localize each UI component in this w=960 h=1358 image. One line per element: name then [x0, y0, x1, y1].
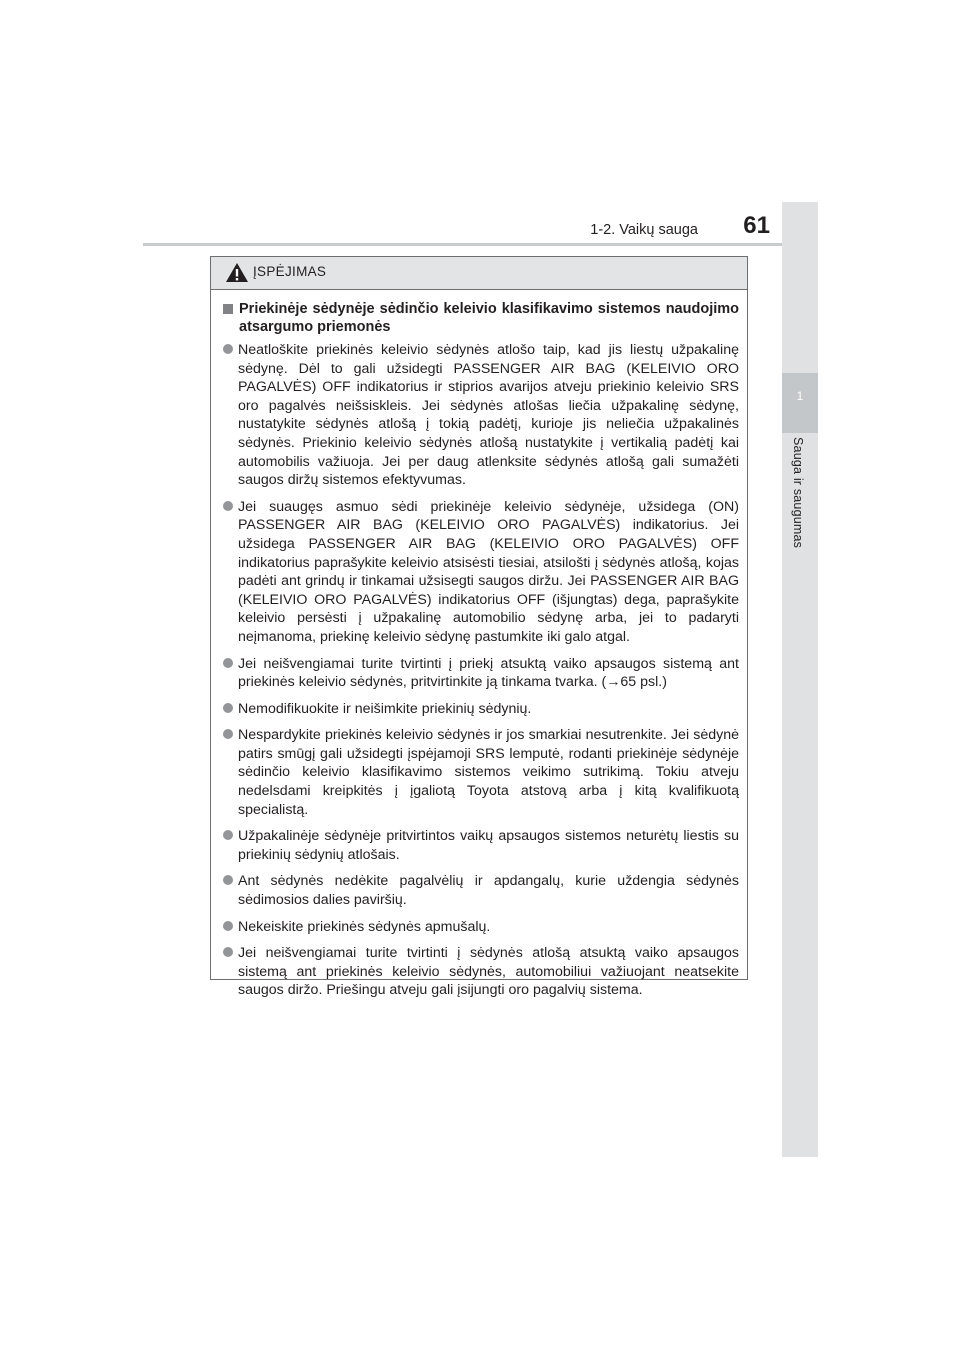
bullet-icon — [223, 703, 233, 713]
warning-content — [211, 290, 747, 1000]
list-item — [223, 827, 739, 864]
chapter-side-tab — [782, 202, 818, 1157]
bullet-text: Užpakalinėje sėdynėje pritvirtintos vaikų apsaugos sistemos neturėtų liestis su priekinių sėdynių atlošais. — [238, 828, 739, 863]
header-divider — [143, 243, 818, 246]
warning-box — [210, 256, 748, 999]
warning-bullet-list — [223, 341, 739, 1000]
list-item — [223, 341, 739, 490]
list-item — [223, 498, 739, 647]
list-item — [223, 944, 739, 1000]
bullet-text: Jei neišvengiamai turite tvirtinti į sėdynės atlošą atsuktą vaiko apsaugos sistemą ant priekinės keleivio sėdynės, automobiliui važiuojant neatsekite saugos diržo. Priešingu atveju gali įsijungti oro pagalvių sistema. — [238, 945, 739, 999]
chapter-number: 1 — [796, 389, 804, 403]
list-item — [223, 918, 739, 937]
list-item — [223, 655, 739, 692]
warning-title: ĮSPĖJIMAS — [253, 264, 327, 279]
page-number: 61 — [743, 212, 770, 239]
bullet-icon — [223, 947, 233, 957]
bullet-text: Nespardykite priekinės keleivio sėdynės ir jos smarkiai nesutrenkite. Jei sėdynė patirs smūgį gali užsidegti įspėjamoji SRS lemputė, rodanti priekinėje sėdynėje sėdinčio keleivio klasifikavimo sistemos veikimo sutrikimą. Tokiu atveju nedelsdami kreipkitės į įgaliotą Toyota atstovą arba į kitą kvalifikuotą specialistą. — [238, 727, 739, 818]
chapter-tab-marker — [782, 373, 818, 433]
list-item — [223, 872, 739, 909]
bullet-text: Neatloškite priekinės keleivio sėdynės atlošo taip, kad jis liestų užpakalinę sėdynę. Dėl to gali užsidegti PASSENGER AIR BAG (KELEIVIO ORO PAGALVĖS) OFF indikatorius ir stiprios avarijos atveju priekinio keleivio SRS oro pagalvės neišsiskleis. Jei sėdynės atlošas liečia užpakalinę sėdynę, nustatykite sėdynės atlošą į tokią padėtį, kurioje jis neliečia užpakalinės sėdynės. Priekinio keleivio sėdynės atlošą nustatykite į vertikalią padėtį kai automobilis važiuoja. Jei per daug atlenksite sėdynės atlošą gali sumažėti saugos diržų sistemos efektyvumas. — [238, 342, 739, 489]
warning-header — [211, 257, 747, 290]
bullet-text: Jei neišvengiamai turite tvirtinti į priekį atsuktą vaiko apsaugos sistemą ant priekinės keleivio sėdynės, pritvirtinkite ją tinkama tvarka. (→65 psl.) — [238, 655, 739, 691]
section-heading — [223, 300, 739, 336]
bullet-text: Jei suaugęs asmuo sėdi priekinėje keleivio sėdynėje, užsidega (ON) PASSENGER AIR BAG (KELEIVIO ORO PAGALVĖS) indikatorius. Jei užsidega PASSENGER AIR BAG (KELEIVIO ORO PAGALVĖS) OFF indikatorius paprašykite keleivio atsisėsti tiesiai, atsilošti į sėdynės atlošą, kojas padėti ant grindų ir tinkamai užsisegti saugos diržu. Jei PASSENGER AIR BAG (KELEIVIO ORO PAGALVĖS) indikatorius OFF (išjungtas) dega, paprašykite keleivio persėsti į užpakalinę automobilio sėdynę arba, jei to padaryti neįmanoma, priekinę keleivio sėdynę pastumkite iki galo atgal. — [238, 498, 739, 645]
section-title: 1-2. Vaikų sauga — [590, 222, 698, 238]
section-heading-text: Priekinėje sėdynėje sėdinčio keleivio klasifikavimo sistemos naudojimo atsargumo priemonės — [239, 301, 739, 335]
chapter-title: Sauga ir saugumas — [791, 437, 805, 549]
list-item — [223, 700, 739, 719]
warning-triangle-icon — [225, 262, 249, 283]
bullet-text: Nemodifikuokite ir neišimkite priekinių sėdynių. — [238, 700, 532, 717]
bullet-icon — [223, 830, 233, 840]
bullet-icon — [223, 875, 233, 885]
bullet-icon — [223, 344, 233, 354]
bullet-icon — [223, 501, 233, 511]
bullet-icon — [223, 921, 233, 931]
bullet-icon — [223, 729, 233, 739]
bullet-text: Ant sėdynės nedėkite pagalvėlių ir apdangalų, kurie uždengia sėdynės sėdimosios dalies paviršių. — [238, 873, 739, 909]
list-item — [223, 726, 739, 819]
bullet-icon — [223, 658, 233, 668]
bullet-text: Nekeiskite priekinės sėdynės apmušalų. — [238, 918, 491, 935]
section-square-icon — [223, 304, 233, 314]
